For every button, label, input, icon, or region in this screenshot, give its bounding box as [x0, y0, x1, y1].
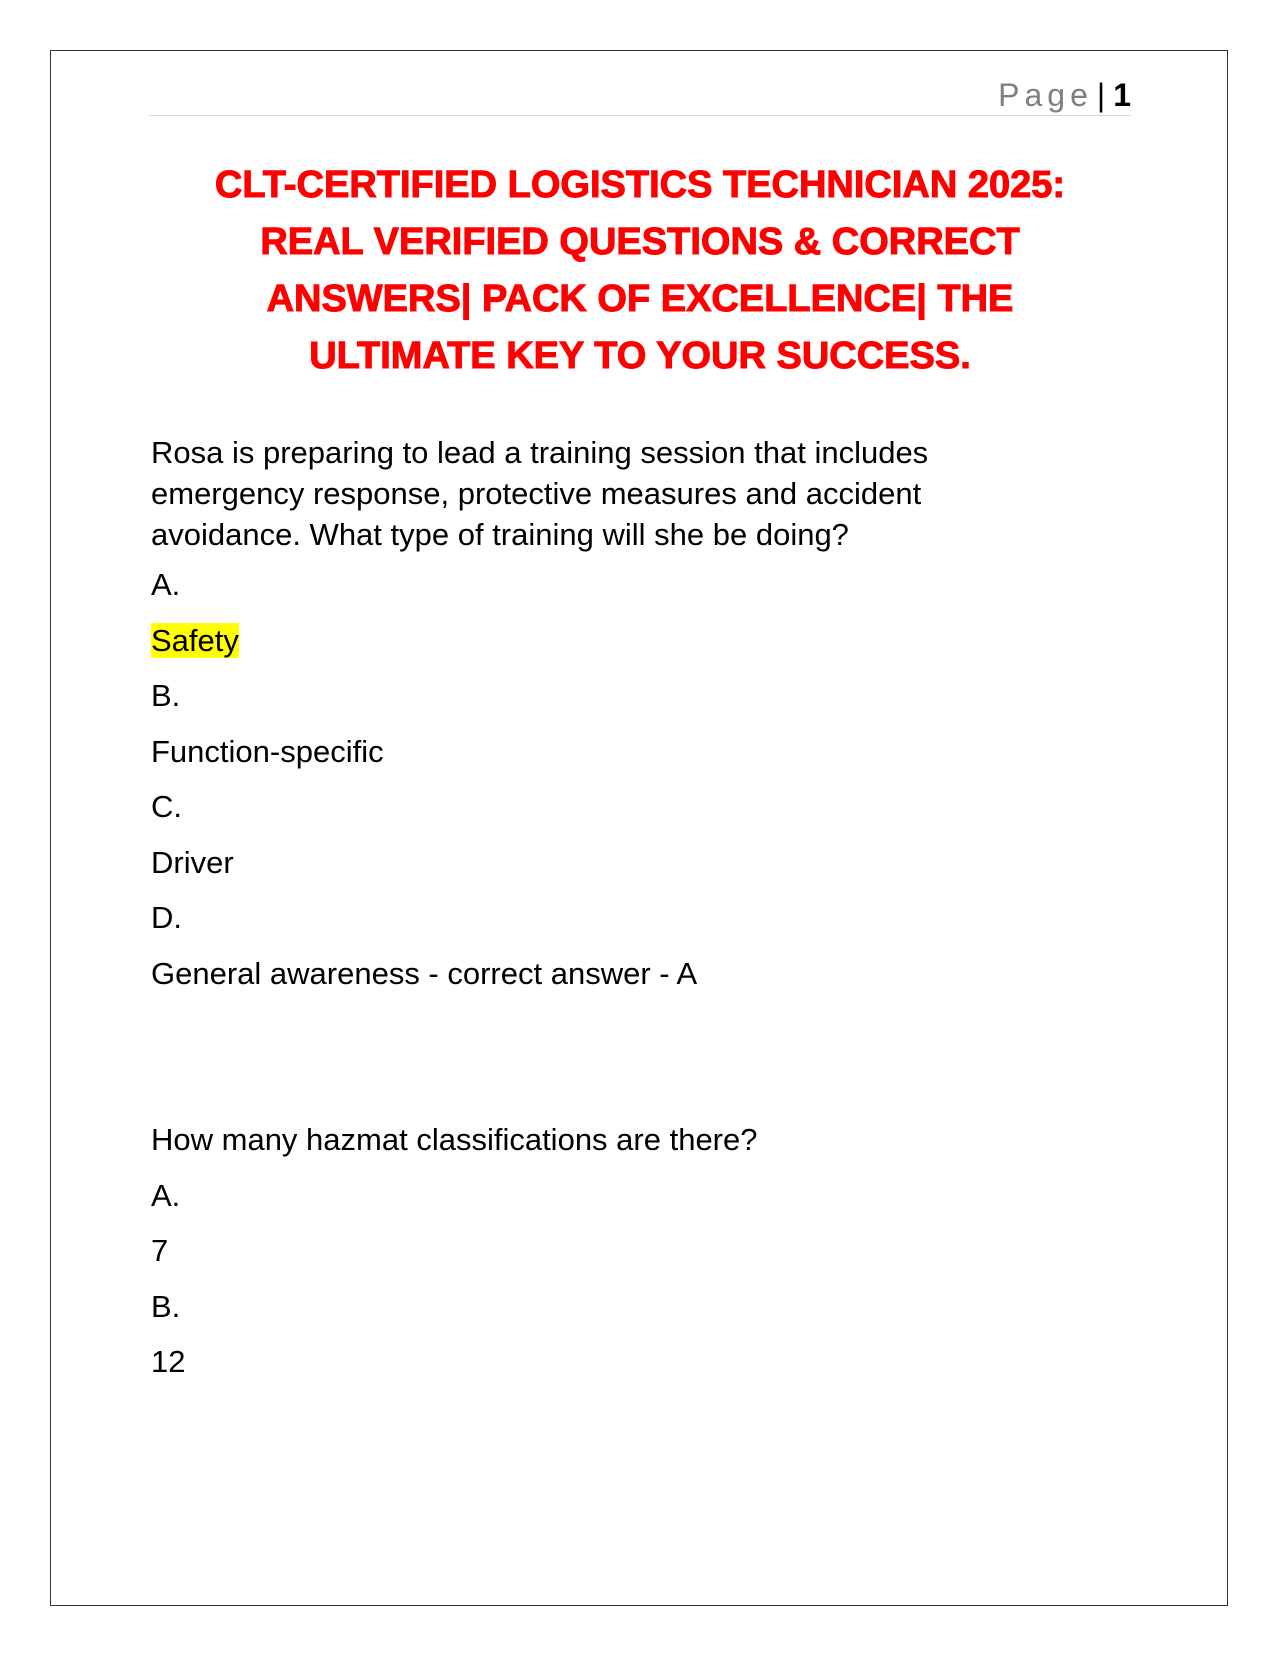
question-1-option-b-letter: B. [151, 678, 181, 713]
question-1-option-d-letter: D. [151, 900, 182, 935]
document-page [50, 50, 1228, 1606]
title-line: ULTIMATE KEY TO YOUR SUCCESS. [309, 335, 971, 377]
question-2-option-b-text: 12 [151, 1344, 186, 1379]
title-line: ANSWERS| PACK OF EXCELLENCE| THE [266, 278, 1014, 320]
question-2-text: How many hazmat classifications are there? [151, 1122, 758, 1157]
highlighted-answer: Safety [151, 623, 239, 658]
page-number: 1 [1113, 77, 1131, 113]
title-line: CLT-CERTIFIED LOGISTICS TECHNICIAN 2025: [214, 164, 1066, 206]
document-title [149, 157, 1131, 385]
question-1-option-c-text: Driver [151, 845, 234, 880]
question-2-option-a-letter: A. [151, 1178, 181, 1213]
question-1-option-a-text [151, 623, 239, 659]
question-1-option-a-letter: A. [151, 567, 181, 602]
page-header [149, 75, 1131, 116]
page-separator: | [1096, 77, 1106, 113]
page-label: Page [998, 77, 1093, 113]
question-1-option-d-text: General awareness - correct answer - A [151, 956, 698, 991]
question-2-option-a-text: 7 [151, 1233, 169, 1268]
title-line: REAL VERIFIED QUESTIONS & CORRECT [260, 221, 1020, 263]
question-1-option-b-text: Function-specific [151, 734, 384, 769]
question-2-option-b-letter: B. [151, 1289, 181, 1324]
question-1-text: Rosa is preparing to lead a training session that includes emergency response, protective measures and accident avoidance. What type of training will she be doing? [151, 435, 929, 552]
question-1-option-c-letter: C. [151, 789, 182, 824]
